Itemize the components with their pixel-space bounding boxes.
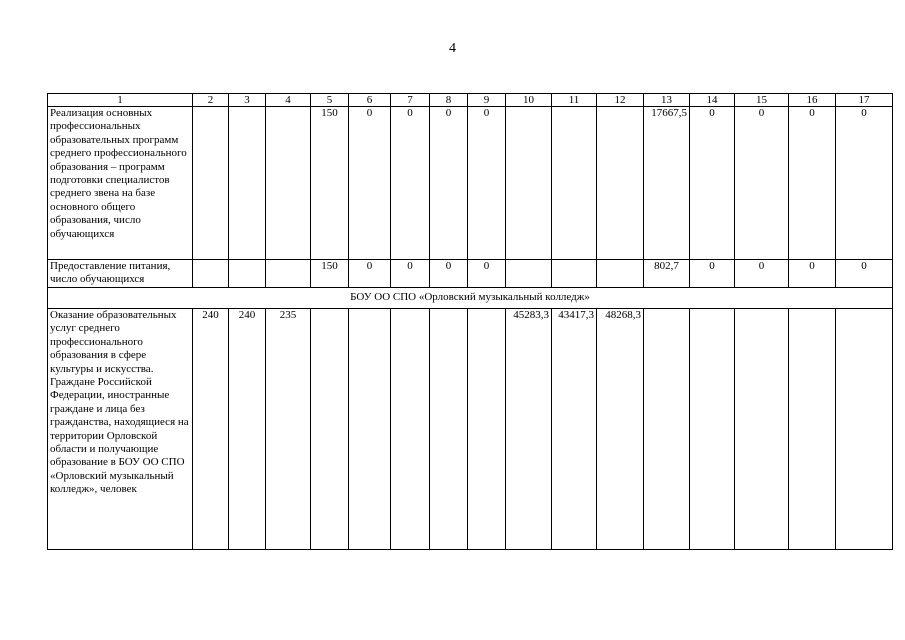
table-cell: 0 [735,260,789,288]
table-cell [597,260,644,288]
table-cell [735,309,789,550]
table-cell: 802,7 [644,260,690,288]
table-cell [597,107,644,260]
page-number: 4 [449,41,456,56]
section-row [48,288,893,309]
table-cell [789,309,836,550]
header-cell: 8 [430,94,468,107]
table-row [48,260,893,288]
table-cell: 0 [349,107,391,260]
row-label: Предоставление питания, число обучающихся [48,260,193,288]
table-cell: 0 [690,260,735,288]
table-cell [266,107,311,260]
table-cell: 240 [193,309,229,550]
table-cell [468,309,506,550]
table-cell: 235 [266,309,311,550]
table-cell [193,260,229,288]
section-title: БОУ ОО СПО «Орловский музыкальный колледж» [48,288,893,309]
data-table [47,93,893,550]
table-cell: 0 [690,107,735,260]
table-cell: 0 [836,107,893,260]
header-cell: 17 [836,94,893,107]
table-cell: 0 [391,260,430,288]
table-cell [506,107,552,260]
header-row [48,94,893,107]
table-cell: 150 [311,260,349,288]
header-cell: 3 [229,94,266,107]
table-cell [552,260,597,288]
table-cell: 43417,3 [552,309,597,550]
table-cell [644,309,690,550]
table-cell: 48268,3 [597,309,644,550]
table-cell [193,107,229,260]
table-cell: 0 [349,260,391,288]
table-cell: 17667,5 [644,107,690,260]
table-cell: 45283,3 [506,309,552,550]
table-cell: 0 [789,260,836,288]
header-cell: 1 [48,94,193,107]
table-cell: 0 [468,260,506,288]
table-cell: 0 [468,107,506,260]
header-cell: 14 [690,94,735,107]
table-row [48,309,893,550]
table-cell [229,107,266,260]
header-cell: 6 [349,94,391,107]
table-cell [506,260,552,288]
table-cell: 240 [229,309,266,550]
table-cell: 150 [311,107,349,260]
header-cell: 10 [506,94,552,107]
row-label: Оказание образовательных услуг среднего профессионального образования в сфере культуры и искусства. Граждане Российской Федерации, иностранные граждане и лица без гражданства, находящиеся на территории Орловской области и получающие образование в БОУ ОО СПО «Орловский музыкальный колледж», человек [48,309,193,550]
table-cell [391,309,430,550]
table-cell: 0 [789,107,836,260]
header-cell: 13 [644,94,690,107]
table-cell [266,260,311,288]
table-row [48,107,893,260]
table-cell [430,309,468,550]
header-cell: 9 [468,94,506,107]
table-cell: 0 [430,260,468,288]
table-cell: 0 [836,260,893,288]
table-cell: 0 [391,107,430,260]
header-cell: 16 [789,94,836,107]
table-cell [349,309,391,550]
table-cell [690,309,735,550]
header-cell: 15 [735,94,789,107]
header-cell: 12 [597,94,644,107]
table-cell [229,260,266,288]
row-label: Реализация основных профессиональных образовательных программ среднего профессионального образования – программ подготовки специалистов среднего звена на базе основного общего образования, число обучающихся [48,107,193,260]
header-cell: 5 [311,94,349,107]
header-cell: 7 [391,94,430,107]
table-cell: 0 [430,107,468,260]
table-cell: 0 [735,107,789,260]
table-cell [311,309,349,550]
table-cell [552,107,597,260]
header-cell: 11 [552,94,597,107]
table-cell [836,309,893,550]
header-cell: 4 [266,94,311,107]
header-cell: 2 [193,94,229,107]
